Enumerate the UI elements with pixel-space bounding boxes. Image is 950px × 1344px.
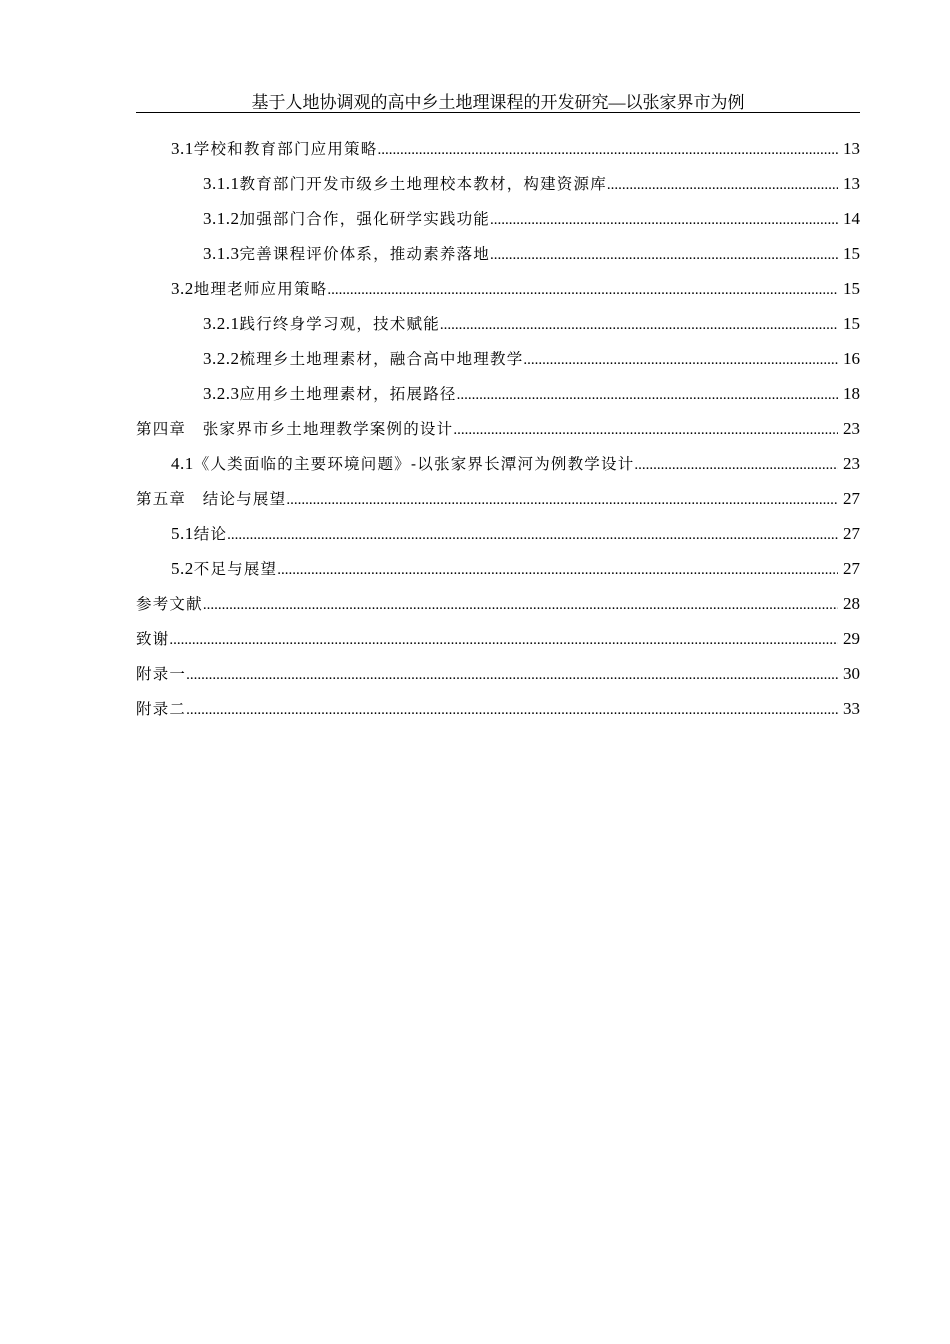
running-header-title: 基于人地协调观的高中乡土地理课程的开发研究—以张家界市为例 xyxy=(251,93,745,112)
toc-entry-title: 加强部门合作，强化研学实践功能 xyxy=(239,210,491,228)
toc-entry-page-number: 33 xyxy=(843,699,860,718)
toc-dot-leader xyxy=(490,238,838,273)
toc-entry[interactable] xyxy=(136,481,860,516)
toc-entry-page-number: 15 xyxy=(843,314,860,333)
toc-entry[interactable] xyxy=(136,411,860,446)
toc-entry-page-number: 13 xyxy=(843,174,860,193)
toc-entry-page-number: 30 xyxy=(843,664,860,683)
toc-entry-title: 应用乡土地理素材，拓展路径 xyxy=(239,385,457,403)
toc-entry-page-number: 16 xyxy=(843,349,860,368)
toc-entry-title: 践行终身学习观，技术赋能 xyxy=(239,315,440,333)
toc-entry-number: 3.2.2 xyxy=(203,349,240,368)
toc-dot-leader xyxy=(440,308,838,343)
toc-dot-leader xyxy=(377,133,838,168)
toc-entry-number: 3.1.2 xyxy=(203,209,240,228)
toc-entry-number: 5.1 xyxy=(171,524,194,543)
toc-entry[interactable] xyxy=(136,341,860,376)
toc-entry-number: 4.1 xyxy=(171,454,194,473)
toc-entry-number: 3.2.1 xyxy=(203,314,240,333)
toc-entry-title: 地理老师应用策略 xyxy=(193,280,328,298)
toc-entry-number: 3.2.3 xyxy=(203,384,240,403)
toc-entry-page-number: 15 xyxy=(843,279,860,298)
header-rule xyxy=(136,112,860,113)
toc-entry[interactable] xyxy=(136,376,860,411)
toc-dot-leader xyxy=(169,623,838,658)
toc-entry-title: 教育部门开发市级乡土地理校本教材，构建资源库 xyxy=(239,175,607,193)
toc-entry[interactable] xyxy=(136,551,860,586)
toc-dot-leader xyxy=(607,168,838,203)
toc-entry-title: 参考文献 xyxy=(136,595,203,613)
toc-entry[interactable] xyxy=(136,516,860,551)
toc-entry-number: 3.1 xyxy=(171,139,194,158)
toc-dot-leader xyxy=(490,203,838,238)
toc-entry[interactable] xyxy=(136,691,860,726)
toc-entry-title: 第四章 张家界市乡土地理教学案例的设计 xyxy=(136,420,454,438)
toc-entry[interactable] xyxy=(136,446,860,481)
toc-entry[interactable] xyxy=(136,621,860,656)
toc-dot-leader xyxy=(186,658,838,693)
toc-dot-leader xyxy=(186,693,838,728)
toc-entry-title: 第五章 结论与展望 xyxy=(136,490,287,508)
toc-entry-title: 学校和教育部门应用策略 xyxy=(193,140,378,158)
toc-entry-title: 梳理乡土地理素材，融合高中地理教学 xyxy=(239,350,524,368)
toc-entry-number: 5.2 xyxy=(171,559,194,578)
toc-entry[interactable] xyxy=(136,236,860,271)
toc-dot-leader xyxy=(203,588,838,623)
toc-entry[interactable] xyxy=(136,131,860,166)
toc-entry[interactable] xyxy=(136,166,860,201)
toc-entry[interactable] xyxy=(136,586,860,621)
toc-dot-leader xyxy=(327,273,838,308)
toc-entry-title: 致谢 xyxy=(136,630,170,648)
toc-dot-leader xyxy=(286,483,838,518)
toc-entry-page-number: 27 xyxy=(843,524,860,543)
toc-entry-page-number: 18 xyxy=(843,384,860,403)
toc-dot-leader xyxy=(453,413,838,448)
toc-entry-page-number: 14 xyxy=(843,209,860,228)
toc-dot-leader xyxy=(523,343,838,378)
toc-entry[interactable] xyxy=(136,201,860,236)
toc-dot-leader xyxy=(457,378,838,413)
table-of-contents xyxy=(136,131,860,726)
toc-entry-page-number: 27 xyxy=(843,559,860,578)
toc-dot-leader xyxy=(634,448,838,483)
toc-entry-page-number: 13 xyxy=(843,139,860,158)
toc-dot-leader xyxy=(277,553,838,588)
toc-entry-page-number: 29 xyxy=(843,629,860,648)
toc-entry-page-number: 23 xyxy=(843,454,860,473)
toc-entry-page-number: 23 xyxy=(843,419,860,438)
toc-entry-number: 3.1.1 xyxy=(203,174,240,193)
toc-entry-page-number: 27 xyxy=(843,489,860,508)
toc-entry-title: 结论 xyxy=(193,525,228,543)
toc-entry[interactable] xyxy=(136,656,860,691)
toc-entry-page-number: 28 xyxy=(843,594,860,613)
toc-entry-page-number: 15 xyxy=(843,244,860,263)
toc-entry-title: 附录二 xyxy=(136,700,187,718)
toc-entry-number: 3.1.3 xyxy=(203,244,240,263)
toc-dot-leader xyxy=(227,518,838,553)
toc-entry-number: 3.2 xyxy=(171,279,194,298)
toc-entry-title: 附录一 xyxy=(136,665,187,683)
toc-entry[interactable] xyxy=(136,271,860,306)
toc-entry[interactable] xyxy=(136,306,860,341)
toc-entry-title: 《人类面临的主要环境问题》-以张家界长潭河为例教学设计 xyxy=(193,455,635,473)
toc-entry-title: 完善课程评价体系，推动素养落地 xyxy=(239,245,491,263)
toc-entry-title: 不足与展望 xyxy=(193,560,278,578)
